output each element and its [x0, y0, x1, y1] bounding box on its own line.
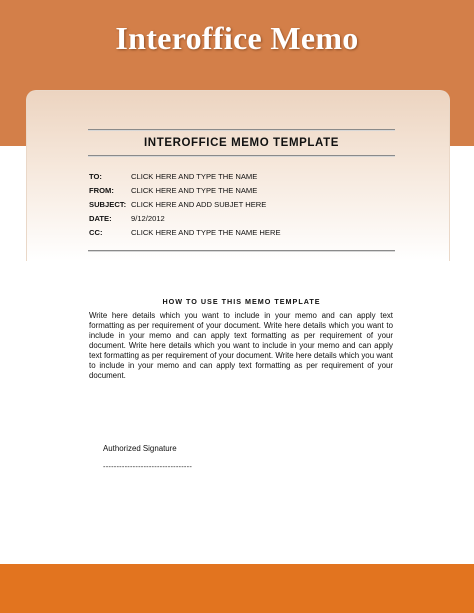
banner-title: Interoffice Memo — [115, 20, 359, 56]
signature-label: Authorized Signature — [103, 444, 177, 453]
to-value[interactable]: CLICK HERE AND TYPE THE NAME — [131, 172, 258, 181]
from-label: FROM: — [89, 186, 114, 195]
top-divider — [88, 129, 395, 131]
from-value[interactable]: CLICK HERE AND TYPE THE NAME — [131, 186, 258, 195]
to-label: TO: — [89, 172, 102, 181]
instructions-body[interactable]: Write here details which you want to include in your memo and can apply text formatting as per requirement of your document. Write here details which you want to include in your memo and can apply text formatting as per requirement of your document. Write here details which you want to include in your memo and can apply text formatting as per requirement of your document. Write here details which you want to include in your memo and can apply text formatting as per requirement of your document. — [89, 311, 393, 380]
subject-field — [89, 199, 399, 211]
date-label: DATE: — [89, 214, 112, 223]
cc-value[interactable]: CLICK HERE AND TYPE THE NAME HERE — [131, 228, 281, 237]
footer-band — [0, 564, 474, 613]
memo-title: INTEROFFICE MEMO TEMPLATE — [144, 137, 339, 149]
date-value[interactable]: 9/12/2012 — [131, 214, 165, 223]
subject-value[interactable]: CLICK HERE AND ADD SUBJET HERE — [131, 200, 267, 209]
date-field — [89, 213, 399, 225]
cc-field — [89, 227, 399, 239]
bottom-divider — [88, 250, 395, 252]
title-divider — [88, 155, 395, 157]
subject-label: SUBJECT: — [89, 200, 127, 209]
cc-label: CC: — [89, 228, 103, 237]
to-field — [89, 171, 399, 183]
from-field — [89, 185, 399, 197]
instructions-title: HOW TO USE THIS MEMO TEMPLATE — [162, 297, 321, 306]
signature-line[interactable]: --------------------------------- — [103, 462, 193, 471]
